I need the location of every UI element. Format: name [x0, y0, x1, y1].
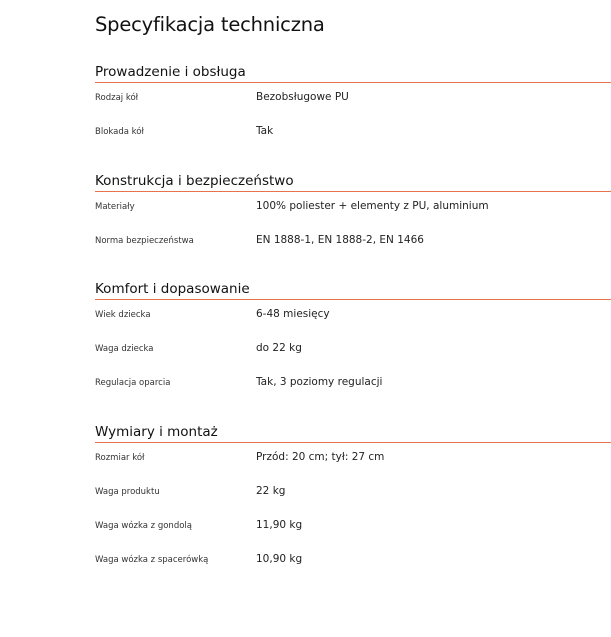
page-title: Specyfikacja techniczna: [95, 13, 325, 36]
spec-label: Materiały: [95, 202, 135, 212]
section-wymiary: [95, 423, 611, 579]
spec-row: [95, 117, 611, 151]
spec-value: 22 kg: [256, 485, 286, 497]
spec-value: 11,90 kg: [256, 519, 303, 531]
spec-label: Norma bezpieczeństwa: [95, 236, 194, 246]
spec-row: [95, 477, 611, 511]
section-konstrukcja: [95, 172, 611, 260]
spec-value: 6-48 miesięcy: [256, 308, 330, 320]
section-komfort: [95, 280, 611, 402]
spec-label: Rodzaj kół: [95, 93, 139, 103]
spec-row: [95, 192, 611, 226]
spec-value: Tak: [256, 125, 274, 137]
spec-label: Rozmiar kół: [95, 453, 145, 463]
spec-row: [95, 83, 611, 117]
spec-value: Bezobsługowe PU: [256, 91, 349, 103]
spec-row: [95, 511, 611, 545]
spec-label: Waga dziecka: [95, 344, 154, 354]
spec-value: Przód: 20 cm; tył: 27 cm: [256, 451, 385, 463]
section-title: Wymiary i montaż: [95, 423, 611, 443]
spec-label: Waga wózka z gondolą: [95, 521, 192, 531]
spec-row: [95, 334, 611, 368]
section-title: Konstrukcja i bezpieczeństwo: [95, 172, 611, 192]
spec-label: Blokada kół: [95, 127, 144, 137]
spec-row: [95, 443, 611, 477]
spec-label: Waga produktu: [95, 487, 160, 497]
spec-row: [95, 368, 611, 402]
section-prowadzenie: [95, 63, 611, 151]
spec-row: [95, 226, 611, 260]
spec-value: 100% poliester + elementy z PU, aluminium: [256, 200, 489, 212]
spec-value: EN 1888-1, EN 1888-2, EN 1466: [256, 234, 424, 246]
spec-row: [95, 545, 611, 579]
spec-row: [95, 300, 611, 334]
spec-value: Tak, 3 poziomy regulacji: [256, 376, 383, 388]
spec-label: Wiek dziecka: [95, 310, 151, 320]
spec-label: Regulacja oparcia: [95, 378, 171, 388]
spec-value: 10,90 kg: [256, 553, 303, 565]
spec-value: do 22 kg: [256, 342, 302, 354]
spec-label: Waga wózka z spacerówką: [95, 555, 209, 565]
section-title: Prowadzenie i obsługa: [95, 63, 611, 83]
section-title: Komfort i dopasowanie: [95, 280, 611, 300]
